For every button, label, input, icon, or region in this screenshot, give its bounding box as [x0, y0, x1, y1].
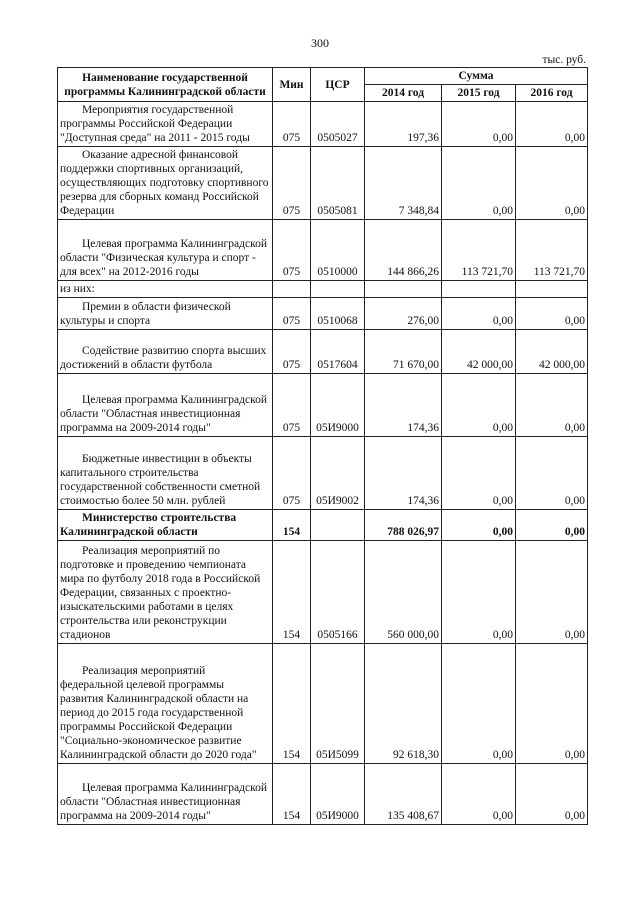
row-2015 [442, 281, 516, 298]
row-csr: 05И5099 [311, 644, 365, 764]
row-2015: 0,00 [442, 374, 516, 437]
row-min: 154 [273, 510, 311, 541]
row-2016: 0,00 [516, 541, 588, 644]
header-year-2016: 2016 год [516, 85, 588, 102]
row-min: 075 [273, 220, 311, 281]
row-2014: 560 000,00 [365, 541, 442, 644]
row-min: 075 [273, 437, 311, 510]
row-csr: 05И9000 [311, 764, 365, 825]
row-name-text: Бюджетные инвестиции в объекты капитального строительства государственной собственности сметной стоимостью более 50 млн. рублей [60, 453, 261, 508]
row-min [273, 281, 311, 298]
row-name [58, 298, 273, 330]
header-name: Наименование государственной программы Калининградской области [58, 68, 273, 102]
row-2014: 174,36 [365, 374, 442, 437]
row-2016: 113 721,70 [516, 220, 588, 281]
row-2016: 0,00 [516, 764, 588, 825]
row-2014 [365, 281, 442, 298]
row-2015: 0,00 [442, 644, 516, 764]
row-name-text: из них: [60, 283, 95, 296]
row-2016: 0,00 [516, 644, 588, 764]
row-2014: 174,36 [365, 437, 442, 510]
row-min: 075 [273, 102, 311, 147]
header-csr: ЦСР [311, 68, 365, 102]
row-2016: 0,00 [516, 147, 588, 220]
table-row [58, 147, 588, 220]
row-name-text: Реализация мероприятий по подготовке и проведению чемпионата мира по футболу 2018 года в Российской Федерации, связанных с проектно-изыскательскими работами в целях строительства или реконструкции стадионов [60, 545, 261, 642]
row-name [58, 644, 273, 764]
row-name [58, 147, 273, 220]
row-csr [311, 510, 365, 541]
row-2015: 0,00 [442, 437, 516, 510]
row-2016: 0,00 [516, 374, 588, 437]
table-row [58, 220, 588, 281]
row-name [58, 220, 273, 281]
table-row [58, 102, 588, 147]
row-2015: 0,00 [442, 102, 516, 147]
row-csr: 0517604 [311, 330, 365, 374]
row-2014: 788 026,97 [365, 510, 442, 541]
row-csr: 05И9002 [311, 437, 365, 510]
row-csr: 0510068 [311, 298, 365, 330]
row-name-text: Целевая программа Калининградской области "Физическая культура и спорт - для всех" на 2012-2016 годы [60, 238, 267, 279]
table-row [58, 644, 588, 764]
header-sum: Сумма [365, 68, 588, 85]
page-number: 300 [311, 36, 329, 50]
table-body [58, 102, 588, 825]
row-2014: 144 866,26 [365, 220, 442, 281]
row-2015: 0,00 [442, 541, 516, 644]
table-row [58, 374, 588, 437]
row-min: 075 [273, 298, 311, 330]
row-name [58, 510, 273, 541]
row-name-text: Премии в области физической культуры и спорта [60, 301, 231, 328]
row-2016: 0,00 [516, 437, 588, 510]
row-name [58, 102, 273, 147]
table-row [58, 541, 588, 644]
row-2014: 71 670,00 [365, 330, 442, 374]
row-2014: 7 348,84 [365, 147, 442, 220]
row-min: 154 [273, 541, 311, 644]
row-2015: 0,00 [442, 764, 516, 825]
row-csr: 0505166 [311, 541, 365, 644]
row-csr: 0505081 [311, 147, 365, 220]
table-row [58, 281, 588, 298]
row-2014: 276,00 [365, 298, 442, 330]
row-2016: 42 000,00 [516, 330, 588, 374]
row-name-text: Целевая программа Калининградской области "Областная инвестиционная программа на 2009-2014 годы" [60, 394, 267, 435]
row-name-text: Министерство строительства Калининградской области [60, 512, 237, 539]
row-csr: 0505027 [311, 102, 365, 147]
row-2014: 135 408,67 [365, 764, 442, 825]
row-name [58, 330, 273, 374]
row-2016: 0,00 [516, 510, 588, 541]
header-year-2015: 2015 год [442, 85, 516, 102]
row-name [58, 437, 273, 510]
row-csr: 0510000 [311, 220, 365, 281]
row-name-text: Оказание адресной финансовой поддержки спортивных организаций, осуществляющих подготовку спортивного резерва для сборных команд Российской Федерации [60, 149, 269, 218]
row-2016 [516, 281, 588, 298]
table-row [58, 437, 588, 510]
row-name-text: Целевая программа Калининградской области "Областная инвестиционная программа на 2009-2014 годы" [60, 782, 267, 823]
row-name-text: Реализация мероприятий федеральной целевой программы развития Калининградской области на период до 2015 года государственной программы Российской Федерации "Социально-экономическое развитие Калининградской области до 2020 года" [60, 665, 257, 762]
row-name [58, 374, 273, 437]
row-2016: 0,00 [516, 298, 588, 330]
row-min: 154 [273, 644, 311, 764]
table-row [58, 764, 588, 825]
row-2014: 197,36 [365, 102, 442, 147]
header-year-2014: 2014 год [365, 85, 442, 102]
row-name [58, 764, 273, 825]
row-2016: 0,00 [516, 102, 588, 147]
row-min: 075 [273, 330, 311, 374]
row-name-text: Мероприятия государственной программы Российской Федерации "Доступная среда" на 2011 - 2015 годы [60, 104, 250, 145]
row-2015: 0,00 [442, 147, 516, 220]
header-min: Мин [273, 68, 311, 102]
units-label: тыс. руб. [542, 54, 586, 66]
row-name [58, 281, 273, 298]
row-csr: 05И9000 [311, 374, 365, 437]
row-name-text: Содействие развитию спорта высших достижений в области футбола [60, 345, 267, 372]
table-header [58, 68, 588, 102]
row-2015: 113 721,70 [442, 220, 516, 281]
row-min: 154 [273, 764, 311, 825]
row-2015: 42 000,00 [442, 330, 516, 374]
table-row [58, 330, 588, 374]
row-2015: 0,00 [442, 510, 516, 541]
row-name [58, 541, 273, 644]
row-csr [311, 281, 365, 298]
table-row [58, 510, 588, 541]
row-min: 075 [273, 147, 311, 220]
row-min: 075 [273, 374, 311, 437]
table-row [58, 298, 588, 330]
row-2014: 92 618,30 [365, 644, 442, 764]
budget-table [57, 67, 588, 825]
row-2015: 0,00 [442, 298, 516, 330]
